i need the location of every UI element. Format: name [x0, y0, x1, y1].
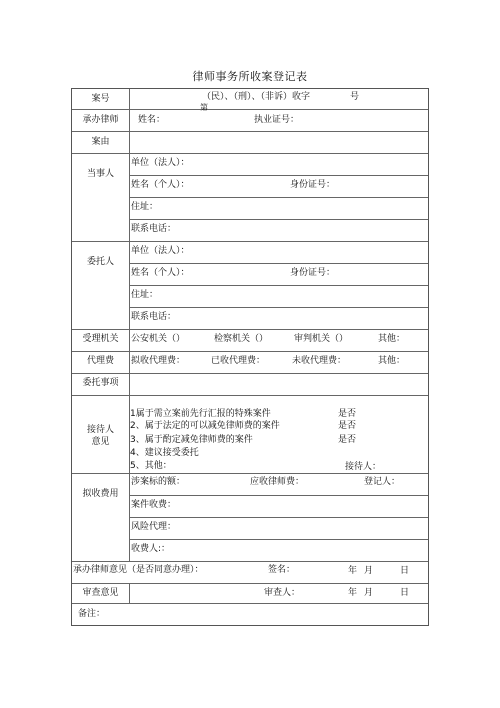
- party-id[interactable]: 身份证号：: [290, 180, 336, 190]
- agency-other[interactable]: 其他：: [378, 334, 406, 344]
- row-divider: [129, 495, 428, 496]
- party-phone[interactable]: 联系电话：: [131, 224, 177, 234]
- case-no-di: 第: [200, 103, 208, 112]
- reviewer[interactable]: 审查人：: [264, 588, 301, 598]
- review-year: 年: [348, 588, 358, 598]
- lawyer-license[interactable]: 执业证号：: [254, 115, 300, 125]
- charge-label: 拟收费用: [82, 489, 119, 499]
- fee-label: 代理费: [86, 356, 114, 366]
- fee-other[interactable]: 其他：: [378, 356, 406, 366]
- review-day: 日: [400, 588, 410, 598]
- row-divider: [72, 373, 428, 374]
- row-divider: [72, 603, 428, 604]
- opinion-item-2: 2、属于法定的可以减免律师费的案件: [130, 421, 280, 431]
- remarks-label: 备注：: [78, 609, 106, 619]
- column-divider: [129, 89, 130, 561]
- opinion-item-1: 1属于需立案前先行汇报的特殊案件: [130, 409, 271, 419]
- row-divider: [72, 395, 428, 396]
- row-divider: [129, 263, 428, 264]
- charge-case-fee[interactable]: 案件收费：: [131, 500, 177, 510]
- client-label: 委托人: [86, 257, 114, 267]
- form-title: 律师事务所收案登记表: [192, 70, 308, 83]
- matters-label: 委托事项: [82, 378, 119, 388]
- opinion-item-2-answer[interactable]: 是否: [338, 421, 357, 431]
- agency-police[interactable]: 公安机关（）: [131, 334, 186, 344]
- opinion-item-1-answer[interactable]: 是否: [338, 409, 357, 419]
- client-unit[interactable]: 单位（法人）：: [131, 246, 190, 256]
- client-phone[interactable]: 联系电话：: [131, 312, 177, 322]
- row-divider: [129, 539, 428, 540]
- case-no-hao: 号: [350, 92, 360, 102]
- fee-unreceived[interactable]: 未收代理费：: [292, 356, 347, 366]
- handler-sign[interactable]: 签名：: [268, 565, 296, 575]
- row-divider: [72, 473, 428, 474]
- handler-opinion-label: 承办律师意见（是否同意办理）：: [73, 565, 204, 575]
- party-address[interactable]: 住址：: [131, 202, 159, 212]
- party-name[interactable]: 姓名（个人）：: [131, 180, 190, 190]
- handler-day: 日: [400, 566, 410, 576]
- case-no-label: 案号: [91, 94, 110, 104]
- row-divider: [72, 351, 428, 352]
- opinion-item-3-answer[interactable]: 是否: [338, 435, 357, 445]
- client-id[interactable]: 身份证号：: [290, 268, 336, 278]
- row-divider: [72, 153, 428, 154]
- row-divider: [129, 175, 428, 176]
- charge-registrar[interactable]: 登记人：: [364, 477, 401, 487]
- review-label: 审查意见: [82, 588, 119, 598]
- row-divider: [72, 131, 428, 132]
- agency-procuratorate[interactable]: 检察机关（）: [214, 334, 269, 344]
- row-divider: [129, 307, 428, 308]
- fee-planned[interactable]: 拟收代理费：: [131, 356, 186, 366]
- cause-label: 案由: [91, 137, 110, 147]
- row-divider: [129, 219, 428, 220]
- lawyer-label: 承办律师: [82, 115, 119, 125]
- party-label: 当事人: [86, 169, 114, 179]
- fee-received[interactable]: 已收代理费：: [211, 356, 266, 366]
- row-divider: [72, 583, 428, 584]
- row-divider: [129, 517, 428, 518]
- charge-collector[interactable]: 收费人:：: [131, 544, 171, 554]
- row-divider: [129, 197, 428, 198]
- case-no-text: （民）、（刑）、（非诉）收字: [202, 92, 311, 102]
- row-divider: [129, 285, 428, 286]
- opinion-item-4: 4、建议接受委托: [130, 448, 199, 458]
- lawyer-name[interactable]: 姓名：: [138, 115, 166, 125]
- handler-month: 月: [364, 566, 374, 576]
- opinion-label-1: 接待人: [86, 425, 114, 435]
- opinion-receiver[interactable]: 接待人：: [345, 462, 382, 472]
- client-address[interactable]: 住址：: [131, 290, 159, 300]
- agency-court[interactable]: 审判机关（）: [294, 334, 349, 344]
- row-divider: [72, 561, 428, 562]
- review-month: 月: [364, 588, 374, 598]
- column-divider: [129, 583, 130, 603]
- row-divider: [72, 241, 428, 242]
- opinion-item-5[interactable]: 5、其他：: [130, 461, 172, 471]
- agency-label: 受理机关: [82, 334, 119, 344]
- row-divider: [72, 109, 428, 110]
- opinion-item-3: 3、属于酌定减免律师费的案件: [130, 435, 253, 445]
- charge-should[interactable]: 应收律师费：: [250, 477, 305, 487]
- opinion-label-2: 意见: [91, 437, 110, 447]
- charge-risk[interactable]: 风险代理：: [131, 522, 177, 532]
- charge-amount[interactable]: 涉案标的额：: [131, 477, 186, 487]
- client-name[interactable]: 姓名（个人）：: [131, 268, 190, 278]
- party-unit[interactable]: 单位（法人）：: [131, 158, 190, 168]
- registration-form: [71, 88, 429, 626]
- row-divider: [72, 329, 428, 330]
- handler-year: 年: [348, 566, 358, 576]
